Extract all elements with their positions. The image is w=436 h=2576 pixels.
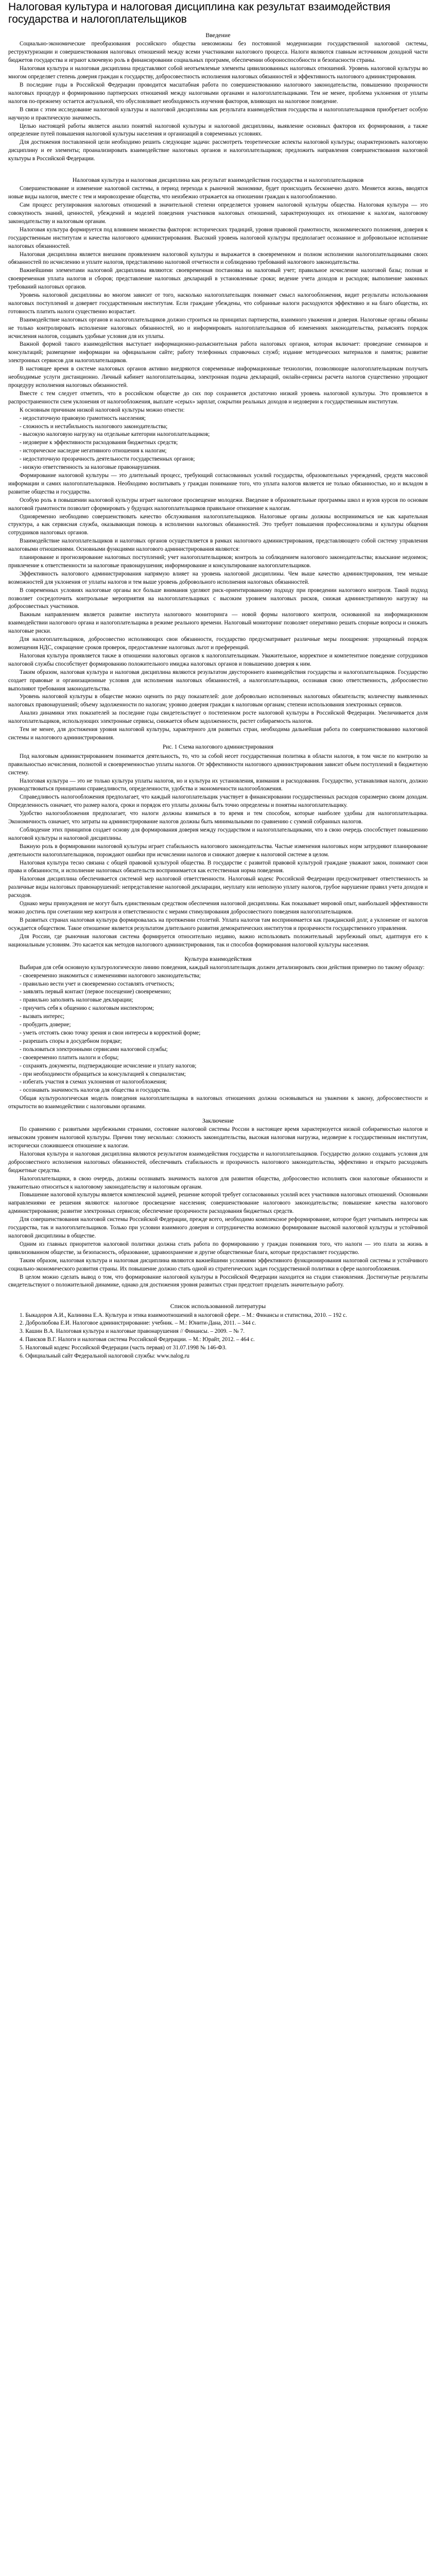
list-item: - приучить себя к общению с налоговым инспектором; [20, 1005, 154, 1012]
paragraph: Для налогоплательщиков, добросовестно исполняющих свои обязанности, государство предусматривает различные меры поощрения: упрощенный порядок возмещения НДС, сокращение сроков проверок, предоставление налоговых льгот и преференций. [8, 636, 428, 651]
paragraph: Общая культурологическая модель поведения налогоплательщика в налоговых отношениях должна основываться на уважении к закону, добросовестности и открытости во взаимодействии с налоговыми органами. [8, 1095, 428, 1110]
paragraph: Важную роль в формировании налоговой культуры играет стабильность налогового законодательства. Частые изменения налоговых норм затрудняют планирование деятельности налогоплательщиков, порождают ошибки при исчислении налогов и снижают доверие к налоговой системе в целом. [8, 843, 428, 858]
paragraph: В настоящее время в системе налоговых органов активно внедряются современные информационные технологии, позволяющие налогоплательщикам получать необходимые услуги дистанционно. Личный кабинет налогоплательщика, электронная подача деклараций, онлайн-сервисы расчета налогов существенно упрощают процедуру исполнения налоговых обязанностей. [8, 366, 428, 388]
list-item: - высокую налоговую нагрузку на отдельные категории налогоплательщиков; [20, 431, 210, 438]
paragraph: Социально-экономические преобразования российского общества невозможны без постоянной модернизации государственной налоговой системы, реструктуризации и совершенствования налоговых отношений между всеми участниками налогового процесса. Налоги являются главным источником доходной части бюджетов государства и играют ключевую роль в финансировании социальных программ, обеспечении обороноспособности и безопасности страны. [8, 41, 428, 64]
paragraph: В целом можно сделать вывод о том, что формирование налоговой культуры в Российской Федерации находится на стадии становления. Достигнутые результаты свидетельствуют о положительной динамике, однако для достижения уровня развитых стран предстоит проделать значительную работу. [8, 1274, 428, 1289]
paragraph: Вместе с тем следует отметить, что в российском обществе до сих пор сохраняется достаточно низкий уровень налоговой культуры. Это проявляется в распространенности схем уклонения от налогообложения, выплате «серых» зарплат, сокрытии реальных доходов и недоверии к государственным институтам. [8, 390, 428, 405]
reference-item: 4. Пансков В.Г. Налоги и налоговая система Российской Федерации. – М.: Юрайт, 2012. – 464 с. [20, 1336, 255, 1343]
list-item: - сохранять документы, подтверждающие исчисление и уплату налогов; [20, 1062, 197, 1069]
paragraph: Налоговая дисциплина является внешним проявлением налоговой культуры и выражается в своевременном и полном исполнении налогоплательщиками своих обязанностей по исчислению и уплате налогов, представлению налоговой отчетности и соблюдению требований налогового законодательства. [8, 251, 428, 266]
culture-heading: Культура взаимодействия [184, 955, 252, 962]
paragraph: Одновременно необходимо совершенствовать качество обслуживания налогоплательщиков. Налоговые органы должны восприниматься не как карательная структура, а как сервисная служба, оказывающая помощь в исполнении налоговых обязанностей. Это требует повышения профессионализма и культуры общения сотрудников налоговых органов. [8, 513, 428, 536]
paragraph: Уровень налоговой культуры в обществе можно оценить по ряду показателей: доле добровольно исполненных налоговых обязательств; количеству выявленных налоговых правонарушений; объему задолженности по налогам; уровню доверия граждан к налоговым органам; степени использования электронных сервисов. [8, 693, 428, 708]
paragraph: Важным направлением является развитие института налогового мониторинга — новой формы налогового контроля, основанной на информационном взаимодействии налогового органа и налогоплательщика в режиме реального времени. Налоговый мониторинг позволяет оперативно решать спорные вопросы и снижать налоговые риски. [8, 612, 428, 635]
list-item: - избегать участия в схемах уклонения от налогообложения; [20, 1079, 167, 1086]
paragraph: В современных условиях налоговые органы все больше внимания уделяют риск-ориентированному подходу при проведении налогового контроля. Такой подход позволяет сосредоточить контрольные мероприятия на налогоплательщиках с высоким уровнем налоговых рисков, снижая административную нагрузку на добросовестных участников. [8, 587, 428, 610]
list-item: - правильно заполнять налоговые декларации; [20, 997, 133, 1004]
section1-heading: Налоговая культура и налоговая дисциплина как результат взаимодействия государства и налогоплательщиков [72, 176, 364, 184]
list-item: - своевременно знакомиться с изменениями налогового законодательства; [20, 972, 201, 979]
intro-section [8, 40, 428, 163]
paragraph: Налоговая дисциплина обеспечивается системой мер налоговой ответственности. Налоговый кодекс Российской Федерации предусматривает ответственность за различные виды налоговых правонарушений: непредставление налоговой декларации, неуплату или неполную уплату налогов, грубое нарушение правил учета доходов и расходов. [8, 876, 428, 899]
paragraph: Справедливость налогообложения предполагает, что каждый налогоплательщик участвует в финансировании государственных расходов соразмерно своим доходам. Определенность означает, что размер налога, сроки и порядок его уплаты должны быть точно определены и понятны налогоплательщику. [8, 794, 428, 809]
list-item: - правильно вести учет и своевременно составлять отчетность; [20, 980, 175, 987]
document-title: Налоговая культура и налоговая дисциплина как результат взаимодействия государства и налогоплательщиков [8, 1, 391, 26]
list-item: - разрешать споры в досудебном порядке; [20, 1038, 122, 1044]
paragraph: Уровень налоговой дисциплины во многом зависит от того, насколько налогоплательщик понимает смысл налогообложения, видит результаты использования налоговых поступлений и доверяет государственным институтам. Если граждане убеждены, что собранные налоги расходуются эффективно и на благо общества, их готовность платить налоги существенно возрастает. [8, 292, 428, 315]
paragraph: В развитых странах налоговая культура формировалась на протяжении столетий. Уплата налогов там воспринимается как гражданский долг, а уклонение от налогов осуждается обществом. Такое отношение является результатом длительного развития демократических институтов и прозрачности государственного управления. [8, 917, 428, 931]
paragraph: Важной формой такого взаимодействия выступает информационно-разъяснительная работа налоговых органов, которая включает: проведение семинаров и консультаций; размещение информации на официальном сайте; работу телефонных справочных служб; издание методических материалов и памяток; развитие электронных сервисов для налогоплательщиков. [8, 341, 428, 364]
paragraph: Формирование налоговой культуры — это длительный процесс, требующий согласованных усилий государства, образовательных учреждений, средств массовой информации и самих налогоплательщиков. Необходимо воспитывать у граждан понимание того, что уплата налогов является не только обязанностью, но и вкладом в развитие общества и государства. [8, 472, 428, 495]
paragraph: Таким образом, налоговая культура и налоговая дисциплина являются результатом двустороннего взаимодействия государства и налогоплательщиков. Государство создает правовые и организационные условия для исполнения налоговых обязанностей, а налогоплательщики, осознавая свою ответственность, добросовестно выполняют требования законодательства. [8, 669, 428, 692]
culture-list [8, 972, 428, 1095]
references-heading: Список использованной литературы [170, 1302, 266, 1310]
figure-caption: Рис. 1 Схема налогового администрирования [163, 743, 273, 750]
paragraph: В последние годы в Российской Федерации проводится масштабная работа по совершенствованию налогового законодательства, повышению прозрачности налоговых процедур и формированию партнерских отношений между налоговыми органами и налогоплательщиками. Тем не менее, проблема уклонения от уплаты налогов по-прежнему остается актуальной, что обусловливает необходимость изучения факторов, влияющих на налоговое поведение. [8, 82, 428, 105]
reference-item: 2. Добролюбова Е.И. Налоговое администрирование: учебник. – М.: Юнити-Дана, 2011. – 344 с. [20, 1320, 256, 1327]
culture-section [8, 964, 428, 1111]
list-item: - уметь отстоять свою точку зрения и свои интересы в корректной форме; [20, 1029, 201, 1036]
paragraph: планирование и прогнозирование налоговых поступлений; учет налогоплательщиков; контроль за соблюдением налогового законодательства; взыскание недоимок; привлечение к ответственности за налоговые правонарушения; информирование и консультирование налогоплательщиков. [8, 554, 428, 569]
paragraph: К основным причинам низкой налоговой культуры можно отнести: [20, 406, 185, 413]
paragraph: Анализ динамики этих показателей за последние годы свидетельствует о постепенном росте налоговой культуры в Российской Федерации. Увеличивается доля налогоплательщиков, использующих электронные сервисы, снижается объем задолженности, растет собираемость налогов. [8, 710, 428, 725]
paragraph: Эффективность налогового администрирования напрямую влияет на уровень налоговой дисциплины. Чем выше качество администрирования, тем меньше возможностей для уклонения от уплаты налогов и тем выше уровень добровольного исполнения налоговых обязанностей. [8, 570, 428, 585]
paragraph: Удобство налогообложения предполагает, что налоги должны взиматься в то время и тем способом, которые наиболее удобны для налогоплательщика. Экономичность означает, что затраты на администрирование налогов должны быть минимальными по сравнению с суммой собранных налогов. [8, 810, 428, 825]
paragraph: Таким образом, налоговая культура и налоговая дисциплина являются важнейшими условиями эффективного функционирования налоговой системы и устойчивого социально-экономического развития страны. Их повышение должно стать одной из стратегических задач государственной политики в сфере налогообложения. [8, 1257, 428, 1272]
list-item: - своевременно платить налоги и сборы; [20, 1054, 119, 1061]
list-item: - вызвать интерес; [20, 1013, 65, 1020]
section1-body [8, 185, 428, 949]
list-item: - заявлять первый контакт (первое посещение) своевременно; [20, 989, 171, 995]
paragraph: Целью настоящей работы является анализ понятий налоговой культуры и налоговой дисциплины, выявление основных факторов их формирования, а также определение путей повышения налоговой культуры населения и организаций в современных условиях. [8, 123, 428, 138]
paragraph: Налоговая культура проявляется также в отношении налоговых органов к налогоплательщикам. Уважительное, корректное и компетентное поведение сотрудников налоговой службы способствует формированию положительного имиджа налоговых органов и повышению доверия к ним. [8, 652, 428, 667]
list-item: - осознавать значимость налогов для общества и государства. [20, 1087, 171, 1094]
paragraph: Повышение налоговой культуры является комплексной задачей, решение которой требует согласованных усилий всех участников налоговых отношений. Основными направлениями ее решения являются: налоговое просвещение населения; совершенствование налогового законодательства; повышение качества налогового администрирования; развитие электронных сервисов; обеспечение прозрачности расходования бюджетных средств. [8, 1192, 428, 1215]
conclusion-section [8, 1126, 428, 1290]
paragraph: Однако меры принуждения не могут быть единственным средством обеспечения налоговой дисциплины. Как показывает мировой опыт, наибольшей эффективности можно достичь при сочетании мер контроля и ответственности с мерами стимулирования добросовестного поведения налогоплательщиков. [8, 901, 428, 915]
paragraph: По сравнению с развитыми зарубежными странами, состояние налоговой системы России в настоящее время характеризуется низкой собираемостью налогов и невысоким уровнем налоговой культуры. Причин тому несколько: сложность законодательства, высокая налоговая нагрузка, недоверие к государственным институтам, исторически сложившееся отношение к налогам. [8, 1126, 428, 1149]
list-item: - недоверие к эффективности расходования бюджетных средств; [20, 439, 178, 446]
reference-item[interactable]: 6. Официальный сайт Федеральной налоговой службы: www.nalog.ru [20, 1353, 189, 1360]
list-item: - недостаточную прозрачность деятельности государственных органов; [20, 456, 195, 463]
paragraph: Налоговая культура — это не только культура уплаты налогов, но и культура их установления, взимания и расходования. Государство, устанавливая налоги, должно руководствоваться принципами справедливости, определенности, удобства и экономичности налогообложения. [8, 777, 428, 792]
paragraph: Налоговая культура формируется под влиянием множества факторов: исторических традиций, уровня правовой грамотности, экономического положения, доверия к государственным институтам и качества налогового администрирования. Высокий уровень налоговой культуры предполагает осознанное и добровольное исполнение налоговых обязанностей. [8, 226, 428, 249]
references-list [8, 1312, 428, 1361]
paragraph: Выбирая для себя основную культурологическую линию поведения, каждый налогоплательщик должен детализировать свои действия примерно по такому образцу: [20, 964, 425, 971]
paragraph: Налогоплательщики, в свою очередь, должны осознавать значимость налогов для развития общества, добросовестно исполнять свои налоговые обязанности и уважительно относиться к налоговому законодательству и налоговым органам. [8, 1175, 428, 1190]
list-item: - при необходимости обращаться за консультацией к специалистам; [20, 1071, 186, 1077]
paragraph: Соблюдение этих принципов создает основу для формирования доверия между государством и налогоплательщиками, что в свою очередь способствует повышению налоговой культуры и налоговой дисциплины. [8, 826, 428, 841]
paragraph: Тем не менее, для достижения уровня налоговой культуры, характерного для развитых стран, необходима дальнейшая работа по совершенствованию налоговой системы и налогового администрирования. [8, 726, 428, 741]
reference-item: 1. Быкадоров А.И., Калинина Е.А. Культура и этика взаимоотношений в налоговой сфере. – М.: Финансы и статистика, 2010. – 192 с. [20, 1312, 347, 1318]
paragraph: Для совершенствования налоговой системы Российской Федерации, прежде всего, необходимо комплексное реформирование, которое будет учитывать интересы как государства, так и налогоплательщиков. Только при условии взаимного доверия и сотрудничества возможно формирование высокой налоговой культуры и устойчивой налоговой дисциплины в обществе. [8, 1216, 428, 1239]
paragraph: Особую роль в повышении налоговой культуры играет налоговое просвещение молодежи. Введение в образовательные программы школ и вузов курсов по основам налоговой грамотности позволит сформировать у будущих налогоплательщиков правильное отношение к налогам. [8, 497, 428, 512]
paragraph: Для России, где рыночная налоговая система формируется относительно недавно, важно использовать положительный зарубежный опыт, адаптируя его к национальным условиям. Это касается как методов налогового администрирования, так и способов формирования налоговой культуры населения. [8, 933, 428, 948]
list-item: - сложность и нестабильность налогового законодательства; [20, 423, 168, 430]
paragraph: Одним из главных приоритетов налоговой политики должна стать работа по формированию у граждан понимания того, что налоги — это плата за жизнь в цивилизованном обществе, за безопасность, образование, здравоохранение и другие общественные блага, которые предоставляет государство. [8, 1241, 428, 1256]
paragraph: В связи с этим исследование налоговой культуры и налоговой дисциплины как результата взаимодействия государства и налогоплательщиков приобретает особую научную и практическую значимость. [8, 106, 428, 121]
intro-heading: Введение [205, 31, 231, 39]
paragraph: Совершенствование и изменение налоговой системы, в период перехода к рыночной экономике, будет происходить бесконечно долго. Меняется жизнь, вводятся новые виды налогов, вместе с тем и мировоззрение общества, что неизбежно отражается на отношении граждан к налогообложению. [8, 185, 428, 200]
paragraph: Для достижения поставленной цели необходимо решить следующие задачи: рассмотреть теоретические аспекты налоговой культуры; охарактеризовать налоговую дисциплину и ее элементы; проанализировать взаимодействие налоговых органов и налогоплательщиков; предложить направления совершенствования налоговой культуры в Российской Федерации. [8, 139, 428, 162]
list-item: - низкую ответственность за налоговые правонарушения. [20, 464, 161, 471]
paragraph: Взаимодействие налоговых органов и налогоплательщиков должно строиться на принципах партнерства, взаимного уважения и доверия. Налоговые органы обязаны не только контролировать исполнение налоговых обязанностей, но и информировать налогоплательщиков об изменениях законодательства, разъяснять порядок исчисления налогов, создавать удобные условия для их уплаты. [8, 316, 428, 340]
reference-item: 3. Кашин В.А. Налоговая культура и налоговые правонарушения // Финансы. – 2009. – № 7. [20, 1328, 245, 1335]
paragraph: Взаимодействие налогоплательщиков и налоговых органов осуществляется в рамках налогового администрирования, представляющего собой систему управления налоговыми отношениями. Основными функциями налогового администрирования являются: [8, 538, 428, 553]
paragraph: Под налоговым администрированием понимается деятельность, то, что за собой несет государственная политика в области налогов, в том числе по контролю за правильностью исчисления, полнотой и своевременностью уплаты налогов. От эффективности налогового администрирования зависит объем поступлений в бюджетную систему. [8, 753, 428, 776]
paragraph: Налоговая культура и налоговая дисциплина являются результатом взаимодействия государства и налогоплательщиков. Государство должно создавать условия для добросовестного исполнения налоговых обязанностей, обеспечивать стабильность и прозрачность налогового законодательства, эффективно и открыто расходовать бюджетные средства. [8, 1150, 428, 1174]
list-item: - пробудить доверие; [20, 1022, 71, 1028]
list-item: - историческое наследие негативного отношения к налогам; [20, 448, 167, 454]
paragraph: Сам процесс регулирования налоговых отношений в значительной степени определяется уровнем налоговой культуры общества. Налоговая культура — это совокупность знаний, ценностей, убеждений и моделей поведения участников налоговых отношений, характеризующих их отношение к налогам, налоговому законодательству и налоговым органам. [8, 202, 428, 225]
paragraph: Важнейшими элементами налоговой дисциплины являются: своевременная постановка на налоговый учет; правильное исчисление налоговой базы; полная и своевременная уплата налогов и сборов; представление налоговых деклараций в установленные сроки; ведение учета доходов и расходов; выполнение законных требований налоговых органов. [8, 267, 428, 291]
paragraph: Налоговая культура тесно связана с общей правовой культурой общества. В государстве с развитой правовой культурой граждане уважают закон, понимают свои права и обязанности, и исполнение налоговых обязательств воспринимается как естественная норма поведения. [8, 859, 428, 874]
paragraph: Налоговая культура и налоговая дисциплина представляют собой неотъемлемые элементы цивилизованных налоговых отношений. Уровень налоговой культуры во многом определяет степень доверия граждан к государству, добросовестность исполнения налоговых обязанностей и эффективность налогового администрирования. [8, 65, 428, 80]
list-item: - недостаточную правовую грамотность населения; [20, 415, 146, 421]
list-item: - пользоваться электронными сервисами налоговой службы; [20, 1046, 168, 1053]
reference-item: 5. Налоговый кодекс Российской Федерации (часть первая) от 31.07.1998 № 146-ФЗ. [20, 1345, 227, 1351]
conclusion-heading: Заключение [202, 1117, 234, 1125]
reasons-list [8, 415, 428, 472]
